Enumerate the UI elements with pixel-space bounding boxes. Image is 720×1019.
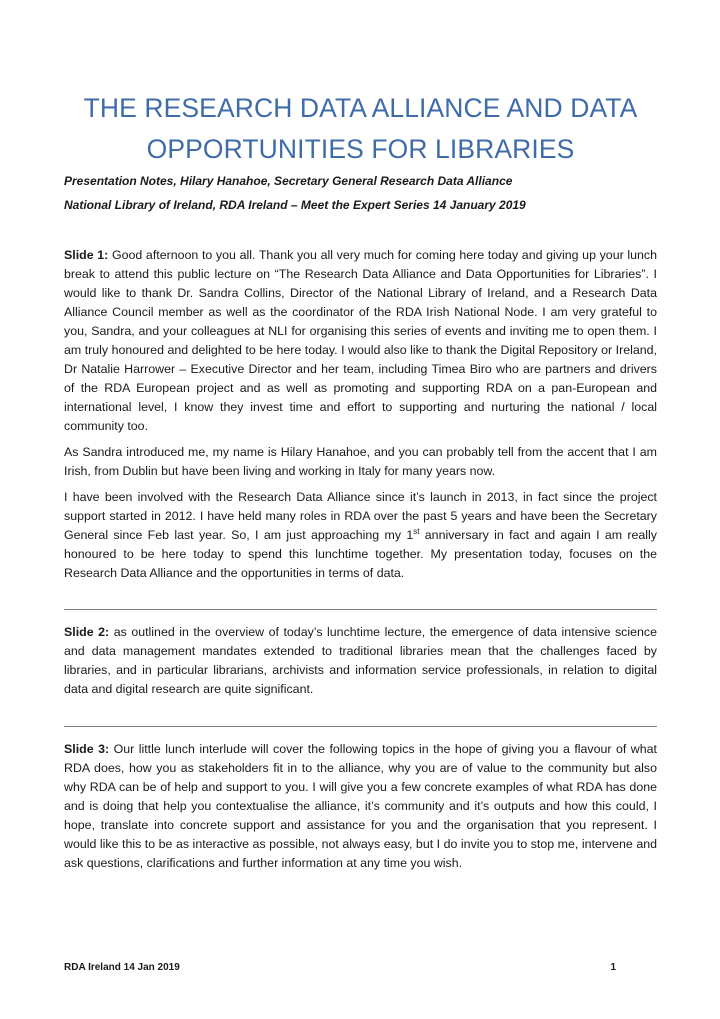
subtitle-event: National Library of Ireland, RDA Ireland – Meet the Expert Series 14 January 2019 — [64, 198, 526, 212]
subtitle-presenter: Presentation Notes, Hilary Hanahoe, Secretary General Research Data Alliance — [64, 174, 513, 188]
page-number: 1 — [610, 962, 616, 973]
slide-3-paragraph — [64, 740, 657, 873]
title-line-2: OPPORTUNITIES FOR LIBRARIES — [146, 134, 575, 164]
slide-1-label: Slide 1: — [64, 248, 109, 262]
footer-left-text: RDA Ireland 14 Jan 2019 — [64, 962, 180, 973]
slide-1-text: Good afternoon to you all. Thank you all very much for coming here today and giving up your lunch break to attend this public lecture on “The Research Data Alliance and Data Opportunities for Libraries”. I would like to thank Dr. Sandra Collins, Director of the National Library of Ireland, and a Research Data Alliance Council member as well as the coordinator of the RDA Irish National Node. I am very grateful to you, Sandra, and your colleagues at NLI for organising this series of events and inviting me to open them. I am truly honoured and delighted to be here today. I would also like to thank the Digital Repository or Ireland, Dr Natalie Harrower – Executive Director and her team, including Timea Biro who are partners and drivers of the RDA European project and as well as promoting and supporting RDA on a pan-European and international level, I know they invest time and effort to supporting and nurturing the national / local community too. — [64, 248, 657, 433]
title-line-1: THE RESEARCH DATA ALLIANCE AND DATA — [83, 93, 638, 123]
slide-2-text: as outlined in the overview of today’s lunchtime lecture, the emergence of data intensive science and data management mandates extended to traditional libraries mean that the challenges faced by libraries, and in particular librarians, archivists and information service professionals, in relation to digital data and digital research are quite significant. — [64, 625, 658, 696]
section-divider-2 — [64, 726, 657, 727]
slide-2-paragraph — [64, 623, 657, 699]
slide-1-paragraph — [64, 246, 657, 436]
slide-1-paragraph-2: As Sandra introduced me, my name is Hilary Hanahoe, and you can probably tell from the accent that I am Irish, from Dublin but have been living and working in Italy for many years now. — [64, 445, 657, 478]
slide-3-label: Slide 3: — [64, 742, 110, 756]
slide-3-text: Our little lunch interlude will cover the following topics in the hope of giving you a flavour of what RDA does, how you as stakeholders fit in to the alliance, why you are of value to the community but also why RDA can be of help and support to you. I will give you a few concrete examples of what RDA has done and is doing that help you contextualise the alliance, it’s community and it’s outputs and how this could, I hope, translate into concrete support and assistance for you and the organisation that you represent. I would like this to be as interactive as possible, not always easy, but I do invite you to stop me, intervene and ask questions, clarifications and further information at any time you wish. — [64, 742, 657, 870]
document-title — [64, 88, 657, 170]
paragraph-3-text-a: I have been involved with the Research Data Alliance since it’s launch in 2013, in fact since the project support started in 2012. I have held many roles in RDA over the past 5 years and have been the Secretary General since Feb last year. So, I am just approaching my 1 — [64, 490, 657, 542]
section-divider-1 — [64, 609, 657, 610]
slide-2-label: Slide 2: — [64, 625, 110, 639]
slide-1-paragraph-3 — [64, 488, 657, 583]
ordinal-superscript: st — [413, 526, 420, 536]
document-page — [64, 88, 657, 873]
paragraph-3-text-b: anniversary in fact and again I am really honoured to be here today to spend this lunchtime together. My presentation today, focuses on the Research Data Alliance and the opportunities in terms of data. — [64, 528, 657, 580]
page-footer — [64, 962, 616, 973]
